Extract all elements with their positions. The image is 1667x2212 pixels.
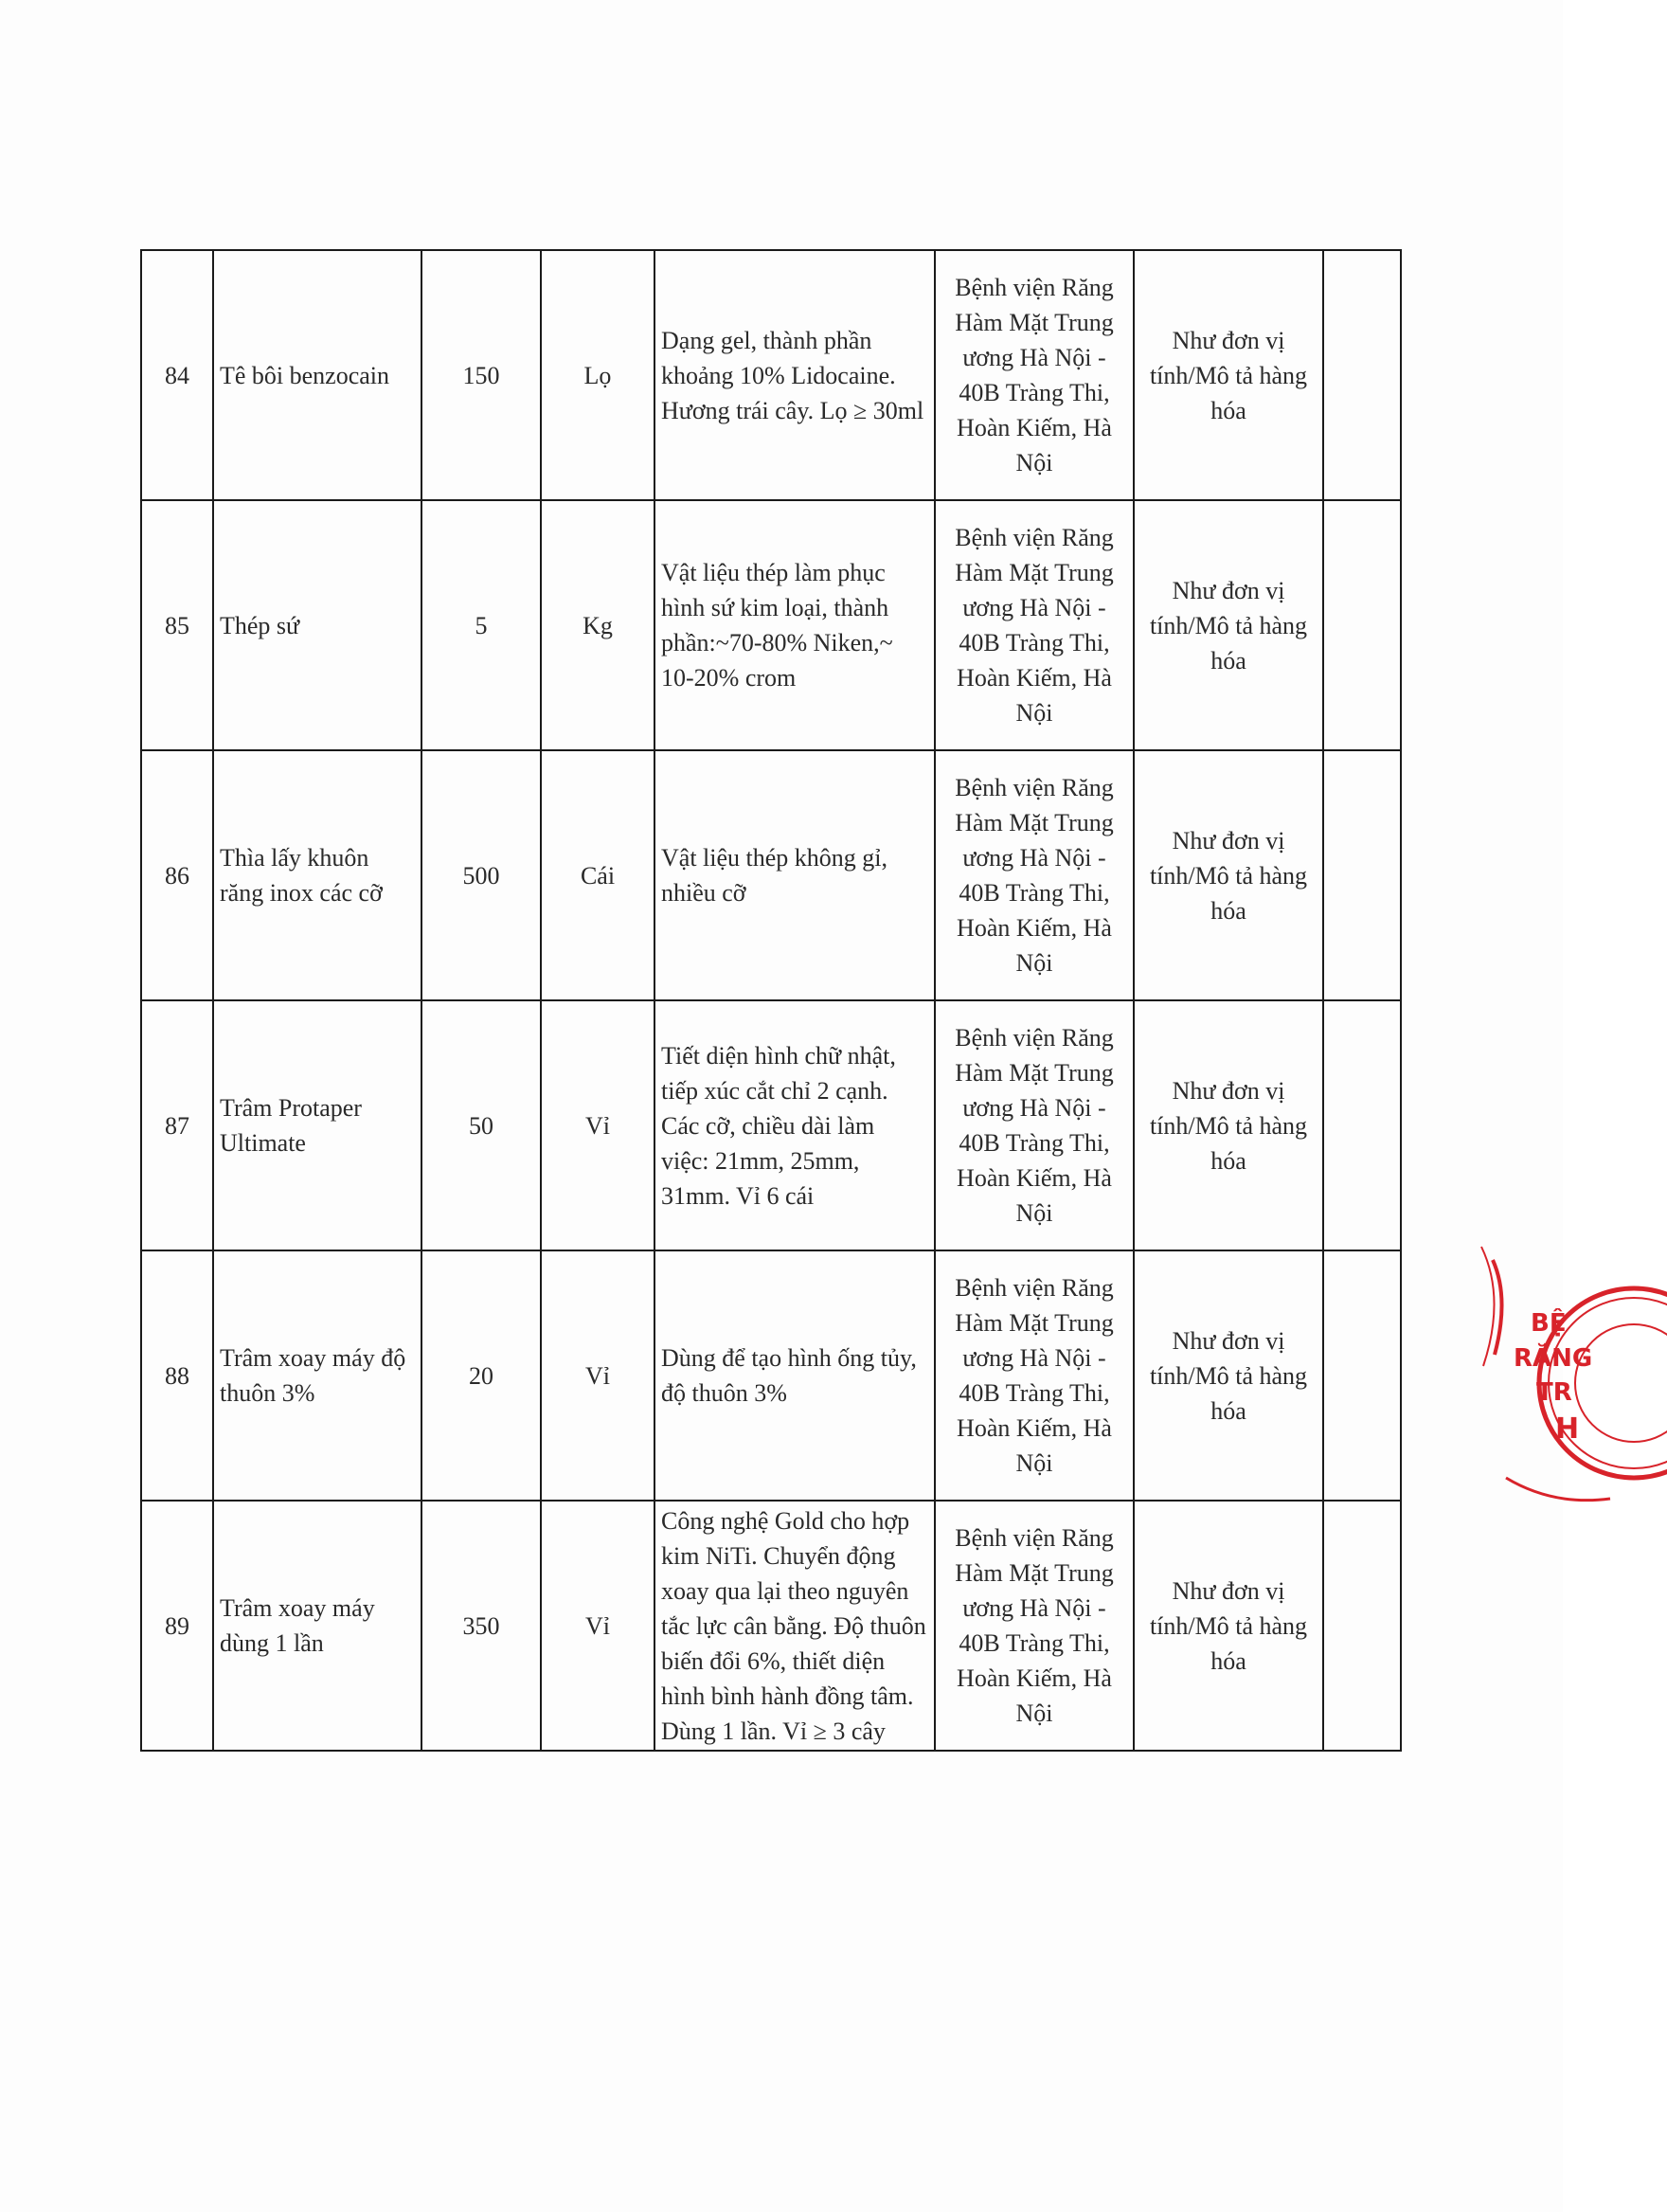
- table-row: [141, 1501, 1401, 1751]
- table-row: [141, 1000, 1401, 1250]
- item-quantity: 20: [421, 1250, 541, 1501]
- item-description: Công nghệ Gold cho hợp kim NiTi. Chuyển động xoay qua lại theo nguyên tắc lực cân bằng. Độ thuôn biến đổi 6%, thiết diện hình bình hành đồng tâm. Dùng 1 lần. Vỉ ≥ 3 cây: [654, 1501, 935, 1751]
- row-number: 84: [141, 250, 213, 500]
- item-description: Vật liệu thép không gỉ, nhiều cỡ: [654, 750, 935, 1000]
- item-specification: Như đơn vị tính/Mô tả hàng hóa: [1134, 1501, 1323, 1751]
- extra-cell: [1323, 250, 1401, 500]
- goods-table: [140, 249, 1402, 1752]
- item-description: Dạng gel, thành phần khoảng 10% Lidocaine. Hương trái cây. Lọ ≥ 30ml: [654, 250, 935, 500]
- row-number: 89: [141, 1501, 213, 1751]
- item-specification: Như đơn vị tính/Mô tả hàng hóa: [1134, 250, 1323, 500]
- delivery-place: Bệnh viện Răng Hàm Mặt Trung ương Hà Nội - 40B Tràng Thi, Hoàn Kiếm, Hà Nội: [935, 1501, 1134, 1751]
- item-unit: Cái: [541, 750, 654, 1000]
- item-name: Trâm Protaper Ultimate: [213, 1000, 421, 1250]
- item-name: Thìa lấy khuôn răng inox các cỡ: [213, 750, 421, 1000]
- item-specification: Như đơn vị tính/Mô tả hàng hóa: [1134, 1250, 1323, 1501]
- delivery-place: Bệnh viện Răng Hàm Mặt Trung ương Hà Nội - 40B Tràng Thi, Hoàn Kiếm, Hà Nội: [935, 1000, 1134, 1250]
- stamp-text-1: BỆ: [1531, 1309, 1567, 1338]
- item-unit: Vỉ: [541, 1000, 654, 1250]
- stamp-text-3: TR: [1536, 1378, 1572, 1407]
- extra-cell: [1323, 750, 1401, 1000]
- item-quantity: 5: [421, 500, 541, 750]
- item-description: Vật liệu thép làm phục hình sứ kim loại, thành phần:~70-80% Niken,~ 10-20% crom: [654, 500, 935, 750]
- item-specification: Như đơn vị tính/Mô tả hàng hóa: [1134, 1000, 1323, 1250]
- item-quantity: 50: [421, 1000, 541, 1250]
- item-specification: Như đơn vị tính/Mô tả hàng hóa: [1134, 500, 1323, 750]
- delivery-place: Bệnh viện Răng Hàm Mặt Trung ương Hà Nội - 40B Tràng Thi, Hoàn Kiếm, Hà Nội: [935, 750, 1134, 1000]
- row-number: 85: [141, 500, 213, 750]
- table-row: [141, 500, 1401, 750]
- item-quantity: 350: [421, 1501, 541, 1751]
- item-unit: Kg: [541, 500, 654, 750]
- table-row: [141, 250, 1401, 500]
- row-number: 86: [141, 750, 213, 1000]
- item-description: Tiết diện hình chữ nhật, tiếp xúc cắt chỉ 2 cạnh. Các cỡ, chiều dài làm việc: 21mm, 25mm, 31mm. Vỉ 6 cái: [654, 1000, 935, 1250]
- delivery-place: Bệnh viện Răng Hàm Mặt Trung ương Hà Nội - 40B Tràng Thi, Hoàn Kiếm, Hà Nội: [935, 250, 1134, 500]
- stamp-text-4: H: [1555, 1412, 1580, 1446]
- extra-cell: [1323, 1250, 1401, 1501]
- row-number: 87: [141, 1000, 213, 1250]
- extra-cell: [1323, 500, 1401, 750]
- item-unit: Lọ: [541, 250, 654, 500]
- item-unit: Vỉ: [541, 1250, 654, 1501]
- item-name: Thép sứ: [213, 500, 421, 750]
- item-name: Trâm xoay máy dùng 1 lần: [213, 1501, 421, 1751]
- table-row: [141, 750, 1401, 1000]
- row-number: 88: [141, 1250, 213, 1501]
- delivery-place: Bệnh viện Răng Hàm Mặt Trung ương Hà Nội - 40B Tràng Thi, Hoàn Kiếm, Hà Nội: [935, 1250, 1134, 1501]
- item-name: Tê bôi benzocain: [213, 250, 421, 500]
- item-name: Trâm xoay máy độ thuôn 3%: [213, 1250, 421, 1501]
- extra-cell: [1323, 1000, 1401, 1250]
- delivery-place: Bệnh viện Răng Hàm Mặt Trung ương Hà Nội - 40B Tràng Thi, Hoàn Kiếm, Hà Nội: [935, 500, 1134, 750]
- item-quantity: 150: [421, 250, 541, 500]
- item-description: Dùng để tạo hình ống tủy, độ thuôn 3%: [654, 1250, 935, 1501]
- extra-cell: [1323, 1501, 1401, 1751]
- item-quantity: 500: [421, 750, 541, 1000]
- item-specification: Như đơn vị tính/Mô tả hàng hóa: [1134, 750, 1323, 1000]
- item-unit: Vỉ: [541, 1501, 654, 1751]
- table-row: [141, 1250, 1401, 1501]
- stamp-text-2: RĂNG: [1514, 1344, 1593, 1373]
- red-seal-stamp: [1478, 1222, 1667, 1535]
